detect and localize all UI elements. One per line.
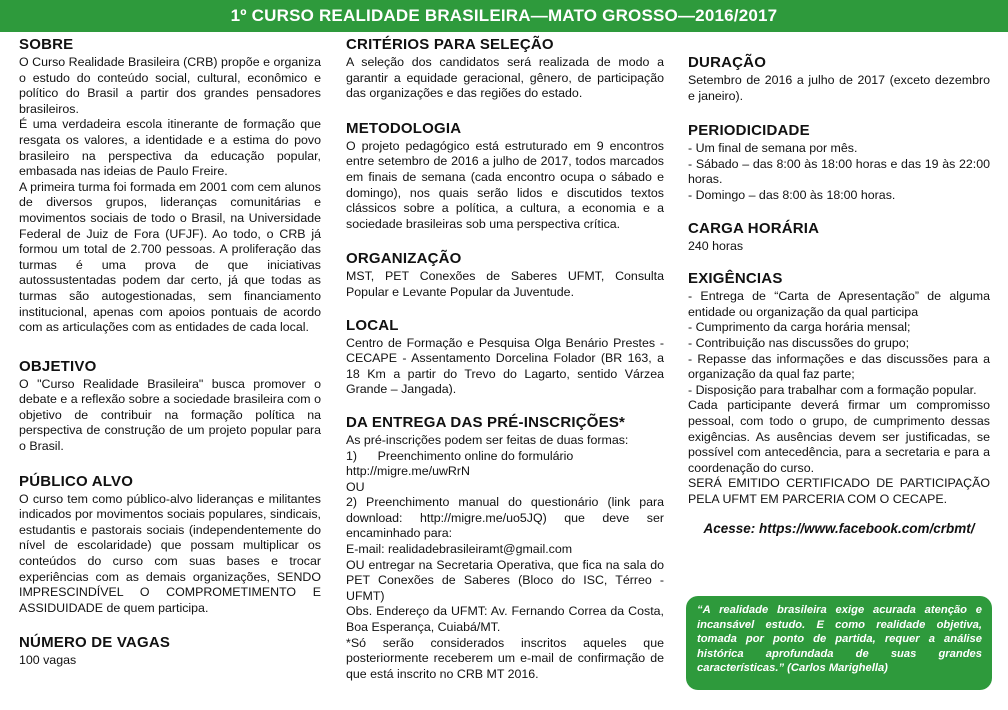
periodicidade-line: - Sábado – das 8:00 às 18:00 horas e das 19 às 22:00 horas. bbox=[688, 156, 990, 187]
section-organizacao bbox=[346, 250, 664, 300]
exigencias-paragraph: Cada participante deverá firmar um compromisso pessoal, com todo o grupo, de cumprimento dessas exigências. As ausências devem ser justificadas, se possível com antecedência, para a secretaria e para a coordenação do curso. bbox=[688, 398, 990, 475]
heading-periodicidade: PERIODICIDADE bbox=[688, 122, 810, 140]
heading-metodologia: METODOLOGIA bbox=[346, 119, 462, 137]
carga-horaria-text: 240 horas bbox=[688, 238, 744, 253]
metodologia-text: O projeto pedagógico está estruturado em 9 encontros entre setembro de 2016 a julho de 2017, todos marcados em finais de semana (cada encontro ocupa o sábado e domingo), nos quais serão lidos e discutidos textos clássicos sobre a política, a cultura, a economia e a sociedade brasileiras sob uma perspectiva crítica. bbox=[346, 138, 664, 231]
inscricoes-link-online[interactable]: http://migre.me/uwRrN bbox=[346, 464, 470, 479]
inscricoes-line: OU entregar na Secretaria Operativa, que fica na sala do PET Conexões de Saberes (Bloco do ISC, Térreo - UFMT) bbox=[346, 557, 664, 603]
inscricoes-line: 1) Preenchimento online do formulário bbox=[346, 448, 574, 463]
exigencias-line: - Contribuição nas discussões do grupo; bbox=[688, 335, 910, 350]
sobre-paragraph: A primeira turma foi formada em 2001 com cem alunos de diversos grupos, lideranças comunitárias e movimentos sociais de todo o Brasil, na Universidade Federal de Juiz de Fora (UFJF). Ao todo, o CRB já formou um total de 2.700 pessoas. A proliferação das turmas é uma prova de que iniciativas autossustentadas podem dar certo, já que todas as turmas são autogestionadas, sem financiamento institucional, apenas com apoios pontuais de acordo com as articulações com as entidades de cada local. bbox=[19, 179, 321, 335]
section-numero-vagas bbox=[19, 634, 321, 669]
heading-sobre: SOBRE bbox=[19, 36, 74, 53]
periodicidade-line: - Um final de semana por mês. bbox=[688, 141, 858, 156]
heading-carga-horaria: CARGA HORÁRIA bbox=[688, 219, 820, 237]
quote-box: “A realidade brasileira exige acurada atenção e incansável estudo. E como realidade objetiva, tomada por ponto de partida, requer a análise histórica aprofundada de suas grandes características.” (Carlos Marighella) bbox=[686, 596, 992, 690]
numero-vagas-text: 100 vagas bbox=[19, 653, 77, 668]
section-sobre bbox=[19, 36, 321, 336]
exigencias-line: - Repasse das informações e das discussões para a organização da qual faz parte; bbox=[688, 351, 990, 382]
inscricoes-email: E-mail: realidadebrasileiramt@gmail.com bbox=[346, 542, 573, 557]
inscricoes-line: Obs. Endereço da UFMT: Av. Fernando Correa da Costa, Boa Esperança, Cuiabá/MT. bbox=[346, 604, 664, 635]
section-metodologia bbox=[346, 120, 664, 233]
section-periodicidade bbox=[688, 122, 990, 203]
inscricoes-line: As pré-inscrições podem ser feitas de duas formas: bbox=[346, 432, 629, 447]
heading-organizacao: ORGANIZAÇÃO bbox=[346, 250, 462, 268]
section-carga-horaria bbox=[688, 220, 990, 255]
heading-criterios: CRITÉRIOS PARA SELEÇÃO bbox=[346, 36, 554, 53]
periodicidade-line: - Domingo – das 8:00 às 18:00 horas. bbox=[688, 187, 896, 202]
local-text: Centro de Formação e Pesquisa Olga Benário Prestes - CECAPE - Assentamento Dorcelina Folador (BR 163, a 18 Km a partir do Trevo do Lagarto, sentido Várzea Grande – Jangada). bbox=[346, 335, 664, 397]
column-middle bbox=[346, 36, 664, 696]
exigencias-line: - Cumprimento da carga horária mensal; bbox=[688, 320, 911, 335]
heading-exigencias: EXIGÊNCIAS bbox=[688, 270, 783, 288]
organizacao-text: MST, PET Conexões de Saberes UFMT, Consulta Popular e Levante Popular da Juventude. bbox=[346, 269, 664, 299]
section-exigencias bbox=[688, 270, 990, 507]
publico-alvo-text: O curso tem como público-alvo lideranças e militantes indicados por movimentos sociais populares, sindicais, estudantis e pastorais sociais (independentemente do nível de escolaridade) que possam multiplicar os conteúdos do curso com suas bases e trocar experiências com as demais organizações, SENDO IMPRESCINDÍVEL O COMPROMETIMENTO E ASSIDUIDADE de quem participa. bbox=[19, 491, 321, 615]
certificado-text: SERÁ EMITIDO CERTIFICADO DE PARTICIPAÇÃO PELA UFMT EM PARCERIA COM O CECAPE. bbox=[688, 476, 990, 506]
duracao-text: Setembro de 2016 a julho de 2017 (exceto dezembro e janeiro). bbox=[688, 73, 990, 103]
section-objetivo bbox=[19, 358, 321, 455]
heading-numero-vagas: NÚMERO DE VAGAS bbox=[19, 634, 171, 652]
heading-objetivo: OBJETIVO bbox=[19, 357, 97, 375]
heading-local: LOCAL bbox=[346, 316, 399, 334]
section-pre-inscricoes bbox=[346, 414, 664, 683]
inscricoes-line: OU bbox=[346, 479, 365, 494]
column-right bbox=[688, 54, 990, 537]
section-publico-alvo bbox=[19, 473, 321, 617]
inscricoes-note: *Só serão considerados inscritos aqueles que posteriormente receberem um e-mail de confirmação de que está inscrito no CRB MT 2016. bbox=[346, 635, 664, 681]
section-criterios bbox=[346, 36, 664, 102]
section-local bbox=[346, 317, 664, 398]
heading-pre-inscricoes: DA ENTREGA DAS PRÉ-INSCRIÇÕES* bbox=[346, 413, 626, 431]
heading-publico-alvo: PÚBLICO ALVO bbox=[19, 472, 134, 490]
exigencias-line: - Entrega de “Carta de Apresentação” de alguma entidade ou organização da qual participa bbox=[688, 289, 990, 319]
section-duracao bbox=[688, 54, 990, 104]
column-left bbox=[19, 36, 321, 683]
heading-duracao: DURAÇÃO bbox=[688, 54, 767, 71]
page-title-banner: 1º CURSO REALIDADE BRASILEIRA—MATO GROSSO—2016/2017 bbox=[0, 0, 1008, 32]
exigencias-line: - Disposição para trabalhar com a formação popular. bbox=[688, 382, 977, 397]
criterios-text: A seleção dos candidatos será realizada de modo a garantir a equidade geracional, gênero, de participação das organizações e das regiões do estado. bbox=[346, 55, 664, 101]
inscricoes-line: 2) Preenchimento manual do questionário (link para download: http://migre.me/uo5JQ) que deve ser encaminhado para: bbox=[346, 495, 664, 541]
sobre-paragraph: O Curso Realidade Brasileira (CRB) propõe e organiza o estudo do conteúdo social, cultural, econômico e político do Brasil a partir dos grandes pensadores brasileiros. bbox=[19, 55, 321, 116]
facebook-link[interactable]: Acesse: https://www.facebook.com/crbmt/ bbox=[703, 521, 975, 537]
sobre-paragraph: É uma verdadeira escola itinerante de formação que resgata os valores, a identidade e a estima do povo brasileiro na perspectiva da educação popular, embasada nas ideias de Paulo Freire. bbox=[19, 117, 321, 179]
objetivo-text: O "Curso Realidade Brasileira" busca promover o debate e a reflexão sobre a sociedade brasileira com o objetivo de contribuir na formação política na perspectiva de construção de um projeto popular para o Brasil. bbox=[19, 376, 321, 454]
